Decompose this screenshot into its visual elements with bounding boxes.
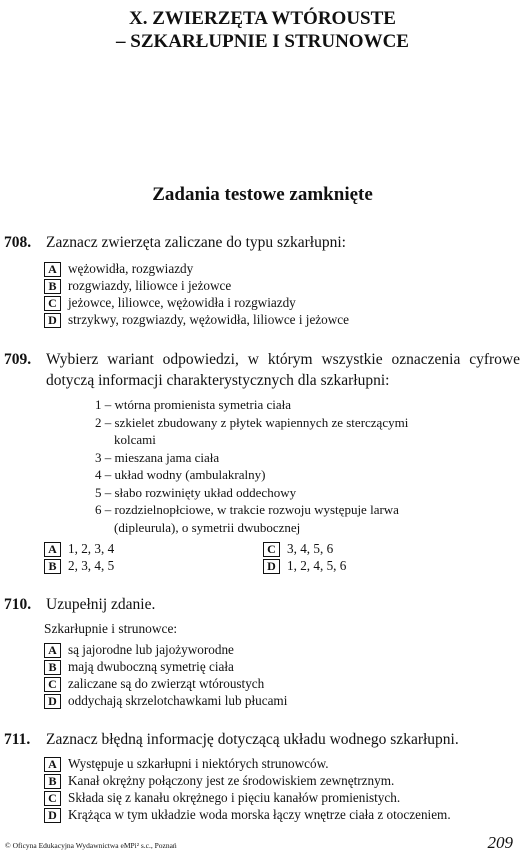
answer-text: Krążąca w tym układzie woda morska łączy wnętrze ciała z otoczeniem. bbox=[68, 807, 451, 822]
question-708 bbox=[4, 232, 520, 253]
feature-item: 6 – rozdzielnopłciowe, w trakcie rozwoju występuje larwa bbox=[95, 502, 399, 517]
answer-text: 3, 4, 5, 6 bbox=[287, 541, 334, 556]
answer-option[interactable] bbox=[44, 790, 400, 806]
question-text: Wybierz wariant odpowiedzi, w którym wszystkie oznaczenia cyfrowe dotyczą informacji charakterystycznych dla szkarłupni: bbox=[46, 351, 520, 389]
answer-text: jeżowce, liliowce, wężowidła i rozgwiazdy bbox=[68, 295, 296, 310]
question-text: Uzupełnij zdanie. bbox=[46, 596, 156, 613]
answer-option[interactable] bbox=[44, 541, 114, 557]
answer-option[interactable] bbox=[44, 312, 349, 328]
answer-text: Występuje u szkarłupni i niektórych strunowców. bbox=[68, 756, 329, 771]
question-number: 709. bbox=[4, 351, 32, 368]
answer-text: Kanał okrężny połączony jest ze środowiskiem zewnętrznym. bbox=[68, 773, 395, 788]
question-number: 711. bbox=[4, 731, 31, 748]
answer-letter-box: A bbox=[44, 643, 61, 658]
chapter-title-line-2: – SZKARŁUPNIE I STRUNOWCE bbox=[116, 31, 409, 52]
answer-text: rozgwiazdy, liliowce i jeżowce bbox=[68, 278, 232, 293]
answer-option[interactable] bbox=[44, 676, 264, 692]
answer-option[interactable] bbox=[44, 642, 234, 658]
answer-text: 1, 2, 3, 4 bbox=[68, 541, 115, 556]
publisher-footer: © Oficyna Edukacyjna Wydawnictwa eMPi² s.c., Poznań bbox=[5, 841, 177, 850]
question-text: Zaznacz zwierzęta zaliczane do typu szkarłupni: bbox=[46, 234, 346, 251]
answer-letter-box: B bbox=[44, 559, 61, 574]
answer-letter-box: C bbox=[44, 296, 61, 311]
feature-item-continuation: (dipleurula), o symetrii dwubocznej bbox=[114, 519, 301, 535]
sentence-lead: Szkarłupnie i strunowce: bbox=[44, 621, 178, 636]
answer-option[interactable] bbox=[44, 659, 234, 675]
question-709 bbox=[4, 349, 520, 391]
page-number: 209 bbox=[487, 833, 513, 852]
answer-letter-box: D bbox=[44, 808, 61, 823]
answer-option[interactable] bbox=[263, 541, 333, 557]
feature-item: 1 – wtórna promienista symetria ciała bbox=[95, 397, 292, 412]
question-number: 710. bbox=[4, 596, 32, 613]
question-text: Zaznacz błędną informację dotyczącą układu wodnego szkarłupni. bbox=[46, 731, 459, 748]
answer-text: mają dwuboczną symetrię ciała bbox=[68, 659, 234, 674]
answer-option[interactable] bbox=[44, 278, 231, 294]
answer-option[interactable] bbox=[44, 558, 114, 574]
answer-option[interactable] bbox=[44, 756, 329, 772]
feature-list bbox=[95, 396, 515, 536]
section-title: Zadania testowe zamknięte bbox=[152, 184, 373, 205]
chapter-title-line-1: X. ZWIERZĘTA WTÓROUSTE bbox=[129, 8, 396, 29]
question-710 bbox=[4, 594, 520, 615]
answer-option[interactable] bbox=[44, 773, 394, 789]
answer-letter-box: C bbox=[263, 542, 280, 557]
question-number: 708. bbox=[4, 234, 32, 251]
answer-letter-box: C bbox=[44, 677, 61, 692]
answer-text: Składa się z kanału okrężnego i pięciu kanałów promienistych. bbox=[68, 790, 401, 805]
answer-text: 1, 2, 4, 5, 6 bbox=[287, 558, 347, 573]
answer-text: zaliczane są do zwierząt wtóroustych bbox=[68, 676, 265, 691]
answer-text: oddychają skrzelotchawkami lub płucami bbox=[68, 693, 288, 708]
feature-item: 2 – szkielet zbudowany z płytek wapiennych ze sterczącymi bbox=[95, 414, 409, 430]
feature-item: 3 – mieszana jama ciała bbox=[95, 449, 220, 465]
answer-text: są jajorodne lub jajożyworodne bbox=[68, 642, 234, 657]
answer-option[interactable] bbox=[44, 807, 451, 823]
answer-letter-box: A bbox=[44, 262, 61, 277]
question-711 bbox=[4, 729, 520, 750]
answer-letter-box: B bbox=[44, 279, 61, 294]
answer-letter-box: B bbox=[44, 660, 61, 675]
answer-text: strzykwy, rozgwiazdy, wężowidła, liliowce i jeżowce bbox=[68, 312, 349, 327]
feature-item-continuation: kolcami bbox=[114, 432, 156, 447]
feature-item: 4 – układ wodny (ambulakralny) bbox=[95, 467, 266, 482]
answer-letter-box: D bbox=[44, 694, 61, 709]
answer-letter-box: A bbox=[44, 542, 61, 557]
answer-option[interactable] bbox=[44, 693, 287, 709]
answer-text: wężowidła, rozgwiazdy bbox=[68, 261, 194, 276]
answer-letter-box: C bbox=[44, 791, 61, 806]
answer-letter-box: D bbox=[263, 559, 280, 574]
feature-item: 5 – słabo rozwinięty układ oddechowy bbox=[95, 484, 297, 500]
answer-letter-box: B bbox=[44, 774, 61, 789]
answer-option[interactable] bbox=[44, 261, 193, 277]
answer-text: 2, 3, 4, 5 bbox=[68, 558, 115, 573]
answer-letter-box: A bbox=[44, 757, 61, 772]
answer-letter-box: D bbox=[44, 313, 61, 328]
answer-option[interactable] bbox=[263, 558, 346, 574]
answer-option[interactable] bbox=[44, 295, 296, 311]
